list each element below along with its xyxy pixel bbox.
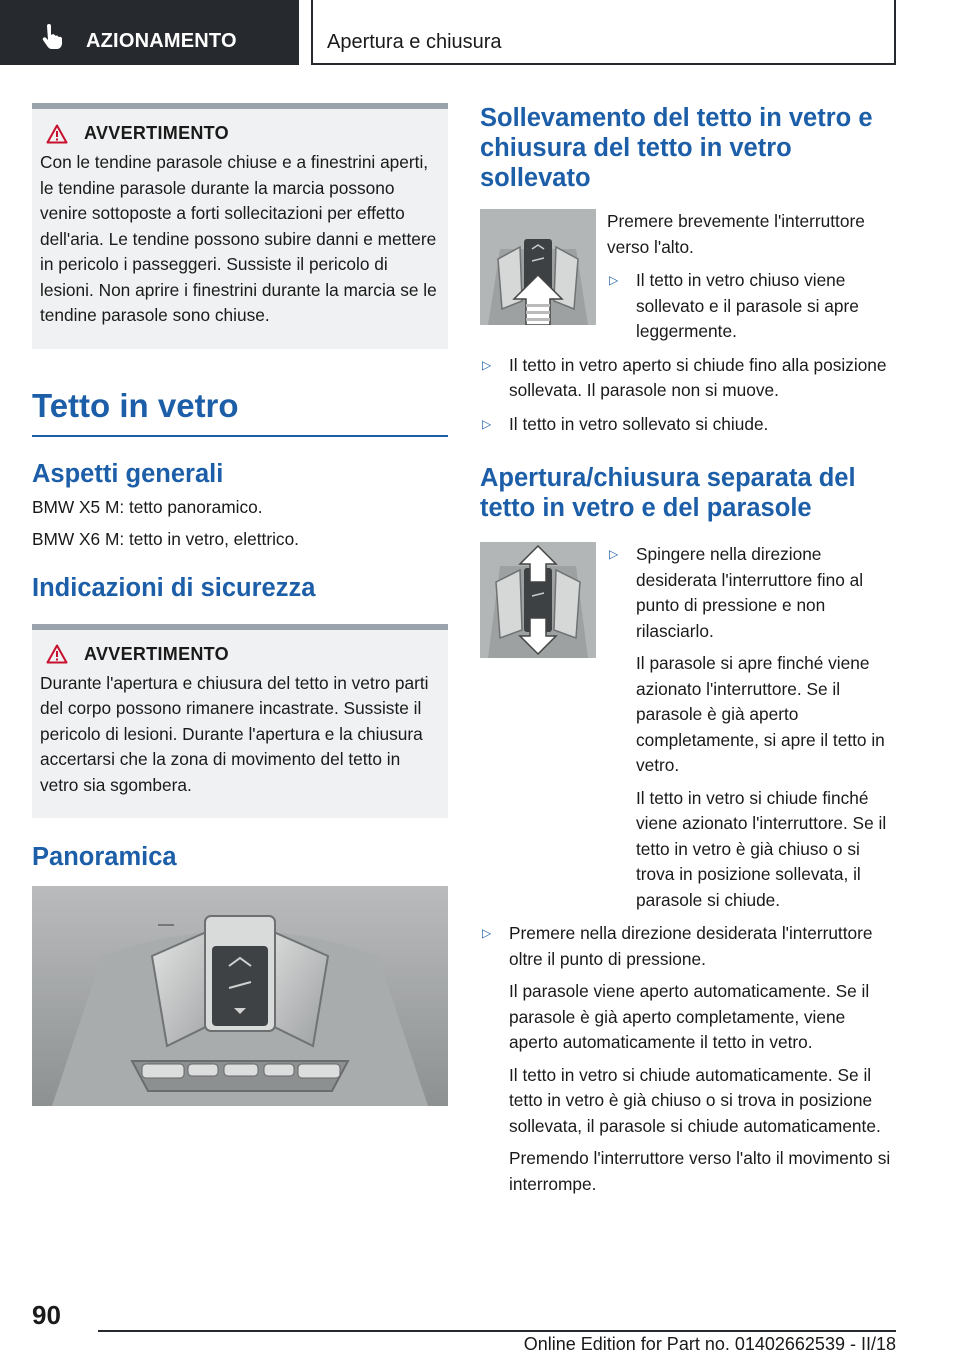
header-chapter-box xyxy=(311,0,896,65)
warning-text: Durante l'apertura e chiusura del tetto in vetro parti del corpo possono rimanere incastrate. Sussiste il pericolo di lesioni. Durante l'apertura e la chiusura accertarsi che la zona di movimento del tetto in vetro sia sgombera. xyxy=(40,672,429,795)
warning-box-pinch xyxy=(32,624,448,819)
warning-header xyxy=(46,123,440,144)
separate-row xyxy=(480,542,896,913)
switch-up-down-illustration xyxy=(480,542,596,658)
warning-label: AVVERTIMENTO xyxy=(84,123,229,143)
lift-row xyxy=(480,209,896,345)
separate-text xyxy=(607,542,896,913)
triangle-bullet-icon: ▷ xyxy=(609,273,619,287)
bullet-paragraph: Il tetto in vetro si chiude finché viene azionato l'interruttore. Se il tetto in vetro è già chiuso o si trova in posizione sollevata, il parasole si chiude. xyxy=(636,787,887,910)
page-number: 90 xyxy=(32,1300,61,1330)
warning-label: AVVERTIMENTO xyxy=(84,643,229,664)
footer-divider xyxy=(98,1330,896,1332)
left-column xyxy=(32,103,448,1111)
heading-lift-roof: Sollevamento del tetto in vetro e chiusura del tetto in vetro sollevato xyxy=(480,104,873,192)
bullet-text: Premere nella direzione desiderata l'interruttore oltre il punto di pressione. xyxy=(509,923,873,969)
bullet-text: Spingere nella direzione desiderata l'interruttore fino al punto di pressione e non rilasciarlo. xyxy=(636,544,864,641)
triangle-bullet-icon: ▷ xyxy=(482,416,492,431)
heading-separate-operation: Apertura/chiusura separata del tetto in vetro e del parasole xyxy=(480,464,856,522)
section-title: Tetto in vetro xyxy=(32,387,448,437)
bullet-item xyxy=(480,412,896,438)
bullet-item xyxy=(607,268,896,345)
warning-triangle-icon xyxy=(46,124,68,144)
bullet-item xyxy=(480,353,896,404)
header-section-title: AZIONAMENTO xyxy=(86,30,237,52)
triangle-bullet-icon: ▷ xyxy=(482,926,492,940)
footer-edition: Online Edition for Part no. 01402662539 - II/18 xyxy=(523,1334,896,1354)
bullet-text: Il tetto in vetro chiuso viene sollevato e il parasole si apre leggermente. xyxy=(636,270,859,341)
roof-console-photo xyxy=(32,886,448,1106)
lift-intro: Premere brevemente l'interruttore verso l'alto. xyxy=(607,211,865,257)
general-line-x5m: BMW X5 M: tetto panoramico. xyxy=(32,496,263,517)
bullet-text: Il tetto in vetro aperto si chiude fino alla posizione sollevata. Il parasole non si muove. xyxy=(509,354,887,400)
bullet-item xyxy=(480,921,896,972)
right-column xyxy=(480,103,896,1197)
lift-text xyxy=(607,209,896,345)
heading-overview: Panoramica xyxy=(32,843,177,871)
triangle-bullet-icon: ▷ xyxy=(609,547,619,561)
pointing-hand-icon xyxy=(40,24,64,50)
warning-box-sunblind xyxy=(32,103,448,349)
header-chapter-title: Apertura e chiusura xyxy=(327,31,502,53)
warning-triangle-icon xyxy=(46,644,68,664)
triangle-bullet-icon: ▷ xyxy=(482,357,492,372)
bullet-paragraph: Il parasole viene aperto automaticamente. Se il parasole è già aperto completamente, viene aperto automaticamente il tetto in vetro. xyxy=(509,981,870,1052)
switch-up-illustration xyxy=(480,209,596,325)
heading-safety: Indicazioni di sicurezza xyxy=(32,573,316,602)
warning-text: Con le tendine parasole chiuse e a finestrini aperti, le tendine parasole durante la marcia possono venire sottoposte a forti sollecitazioni per effetto dell'aria. Le tendine possono subire danni e mettere in pericolo i passeggeri. Sussiste il pericolo di lesioni. Non aprire i finestrini durante la marcia se le tendine parasole sono chiuse. xyxy=(40,152,437,325)
warning-header xyxy=(46,644,440,665)
heading-general: Aspetti generali xyxy=(32,459,224,488)
general-line-x6m: BMW X6 M: tetto in vetro, elettrico. xyxy=(32,529,299,549)
bullet-paragraph: Premendo l'interruttore verso l'alto il movimento si interrompe. xyxy=(509,1148,891,1194)
header-section-tab xyxy=(0,0,299,65)
bullet-text: Il tetto in vetro sollevato si chiude. xyxy=(509,413,769,434)
bullet-paragraph: Il parasole si apre finché viene azionato l'interruttore. Se il parasole è già aperto completamente, si apre il tetto in vetro. xyxy=(636,653,885,775)
bullet-paragraph: Il tetto in vetro si chiude automaticamente. Se il tetto in vetro è già chiuso o si trova in posizione sollevata, il parasole si chiude automaticamente. xyxy=(509,1064,881,1136)
bullet-item xyxy=(607,542,896,644)
